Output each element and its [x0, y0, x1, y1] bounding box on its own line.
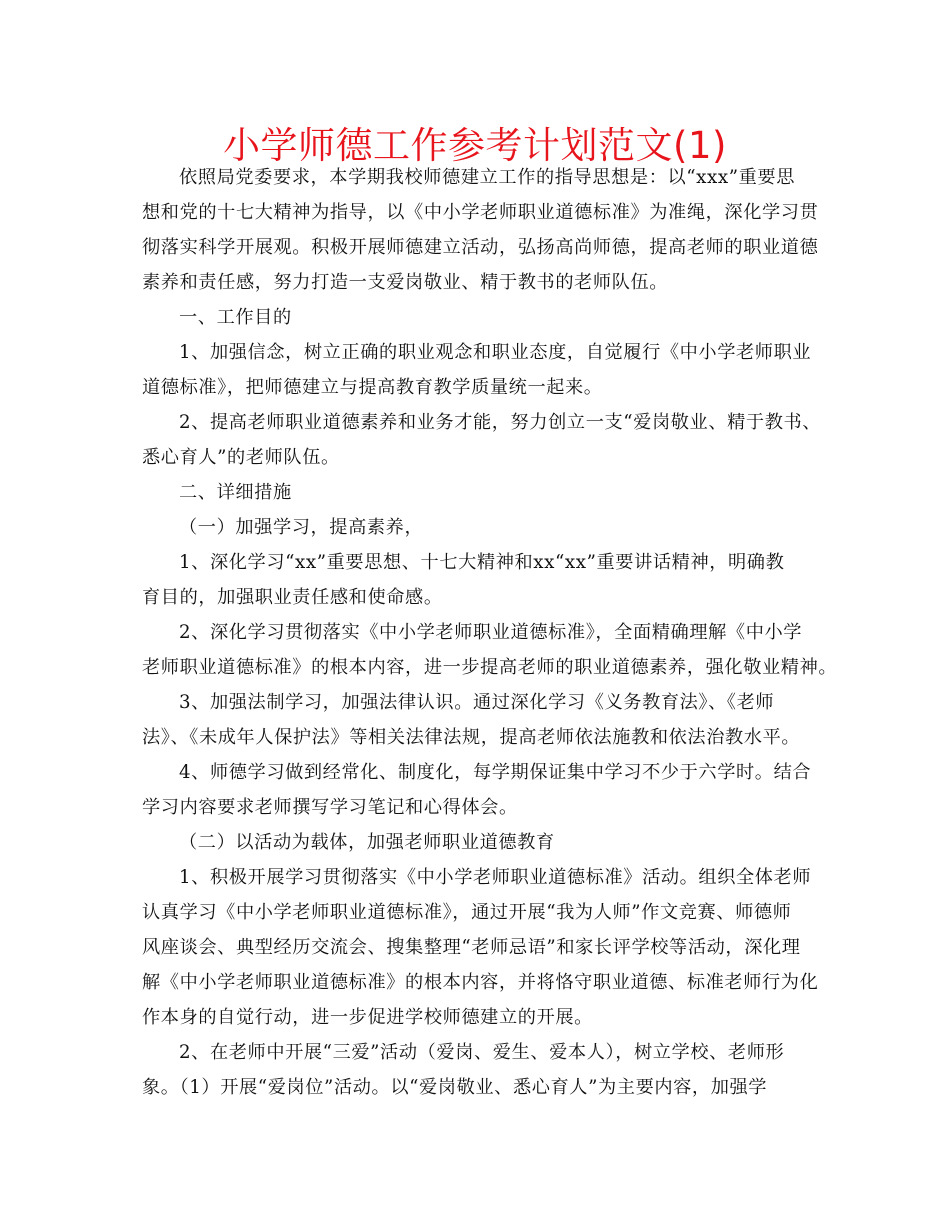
text-line: 育目的，加强职业责任感和使命感。 — [142, 587, 443, 608]
text-line: 悉心育人”的老师队伍。 — [142, 447, 340, 468]
text-line: 4、师德学习做到经常化、制度化，每学期保证集中学习不少于六学时。结合 — [179, 762, 812, 783]
text-line: 一、工作目的 — [179, 307, 292, 328]
text-line: 解《中小学老师职业道德标准》的根本内容，并将恪守职业道德、标准老师行为化 — [142, 972, 819, 993]
text-line: 3、加强法制学习，加强法律认识。通过深化学习《义务教育法》、《老师 — [179, 692, 775, 713]
text-line: 二、详细措施 — [179, 482, 292, 503]
text-line: 1、深化学习“xx”重要思想、十七大精神和xx“xx”重要讲话精神，明确教 — [179, 552, 785, 573]
text-line: 风座谈会、典型经历交流会、搜集整理“老师忌语”和家长评学校等活动，深化理 — [142, 937, 801, 958]
text-line: 2、在老师中开展“三爱”活动（爱岗、爱生、爱本人），树立学校、老师形 — [179, 1042, 785, 1063]
document-title: 小学师德工作参考计划范文(1) — [223, 124, 727, 167]
text-line: 象。（1）开展“爱岗位”活动。以“爱岗敬业、悉心育人”为主要内容，加强学 — [142, 1077, 768, 1098]
document-body — [142, 160, 838, 1105]
text-line: （一）加强学习，提高素养， — [179, 517, 424, 538]
text-line: （二）以活动为载体，加强老师职业道德教育 — [179, 832, 555, 853]
text-line: 依照局党委要求，本学期我校师德建立工作的指导思想是：以“xxx”重要思 — [179, 167, 795, 188]
text-line: 彻落实科学开展观。积极开展师德建立活动，弘扬高尚师德，提高老师的职业道德 — [142, 237, 819, 258]
text-line: 学习内容要求老师撰写学习笔记和心得体会。 — [142, 797, 518, 818]
text-line: 1、积极开展学习贯彻落实《中小学老师职业道德标准》活动。组织全体老师 — [179, 867, 812, 888]
text-line: 法》、《未成年人保护法》等相关法律法规，提高老师依法施教和依法治教水平。 — [142, 727, 801, 748]
text-line: 认真学习《中小学老师职业道德标准》，通过开展“我为人师”作文竞赛、师德师 — [142, 902, 792, 923]
text-line: 2、提高老师职业道德素养和业务才能，努力创立一支“爱岗敬业、精于教书、 — [179, 412, 822, 433]
text-line: 老师职业道德标准》的根本内容，进一步提高老师的职业道德素养，强化敬业精神。 — [142, 657, 838, 678]
text-line: 道德标准》，把师德建立与提高教育教学质量统一起来。 — [142, 377, 603, 398]
text-line: 2、深化学习贯彻落实《中小学老师职业道德标准》，全面精确理解《中小学 — [179, 622, 803, 643]
text-line: 1、加强信念，树立正确的职业观念和职业态度，自觉履行《中小学老师职业 — [179, 342, 812, 363]
text-line: 素养和责任感，努力打造一支爱岗敬业、精于教书的老师队伍。 — [142, 272, 669, 293]
text-line: 想和党的十七大精神为指导，以《中小学老师职业道德标准》为准绳，深化学习贯 — [142, 202, 819, 223]
text-line: 作本身的自觉行动，进一步促进学校师德建立的开展。 — [142, 1007, 593, 1028]
